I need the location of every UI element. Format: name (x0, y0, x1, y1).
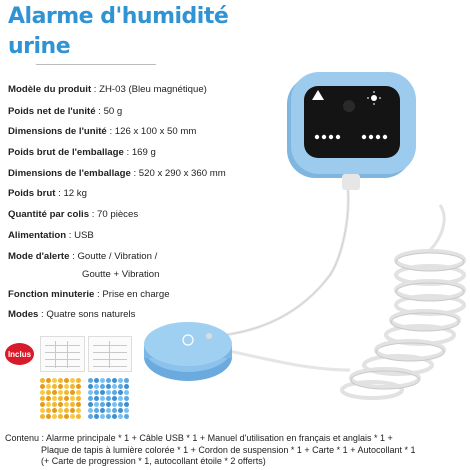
spec-label: Poids brut (8, 188, 56, 199)
spec-row-power: Alimentation : USB (8, 230, 94, 241)
contents-line-3: (+ Carte de progression * 1, autocollant étoile * 2 offerts) (41, 456, 266, 466)
spec-value: Quatre sons naturels (46, 309, 136, 320)
spec-label: Mode d'alerte (8, 251, 70, 262)
contents-line-1: Alarme principale * 1 + Câble USB * 1 + Manuel d'utilisation en français et anglais * 1 + (46, 433, 393, 443)
spec-label: Poids net de l'unité (8, 106, 96, 117)
spec-row-net-weight: Poids net de l'unité : 50 g (8, 106, 123, 117)
spec-label: Alimentation (8, 230, 67, 241)
spec-value: 12 kg (63, 188, 87, 199)
contents-section (5, 433, 467, 468)
spec-value: 169 g (131, 147, 156, 158)
spec-alert-mode-extra: Goutte + Vibration (82, 269, 160, 280)
spec-row-package-dimensions: Dimensions de l'emballage : 520 x 290 x 360 mm (8, 168, 226, 179)
spec-label: Dimensions de l'emballage (8, 168, 131, 179)
sensor-clip (144, 322, 232, 381)
included-badge: Inclus (5, 343, 34, 365)
coiled-cable (342, 251, 464, 398)
spec-label: Modes (8, 309, 39, 320)
spec-row-model: Modèle du produit : ZH-03 (Bleu magnétique) (8, 84, 207, 95)
light-icon (371, 95, 377, 101)
spec-row-package-weight: Poids brut de l'emballage : 169 g (8, 147, 156, 158)
spec-value: 126 x 100 x 50 mm (114, 126, 197, 137)
spec-row-timer: Fonction minuterie : Prise en charge (8, 289, 170, 300)
spec-value: ZH-03 (Bleu magnétique) (99, 84, 207, 95)
spec-value: Prise en charge (102, 289, 170, 300)
spec-value: USB (74, 230, 94, 241)
spec-label: Modèle du produit (8, 84, 92, 95)
contents-label: Contenu : (5, 433, 45, 443)
spec-row-gross-weight: Poids brut : 12 kg (8, 188, 87, 199)
spec-row-unit-dimensions: Dimensions de l'unité : 126 x 100 x 50 mm (8, 126, 197, 137)
spec-label: Fonction minuterie (8, 289, 95, 300)
spec-value: 50 g (103, 106, 123, 117)
spec-row-alert-mode: Mode d'alerte : Goutte / Vibration / (8, 251, 158, 262)
spec-value: 70 pièces (97, 209, 139, 220)
spec-label: Poids brut de l'emballage (8, 147, 124, 158)
spec-value: 520 x 290 x 360 mm (138, 168, 226, 179)
spec-row-quantity: Quantité par colis : 70 pièces (8, 209, 139, 220)
spec-label: Dimensions de l'unité (8, 126, 107, 137)
alarm-unit (287, 72, 416, 190)
title-line-2: urine (8, 34, 71, 59)
spec-label: Quantité par colis (8, 209, 90, 220)
contents-line-2: Plaque de tapis à lumière colorée * 1 + Cordon de suspension * 1 + Carte * 1 + Autocollant * 1 (41, 444, 416, 455)
title-line-1: Alarme d'humidité (8, 4, 229, 29)
spec-value: Goutte / Vibration / (77, 251, 158, 262)
spec-row-modes: Modes : Quatre sons naturels (8, 309, 136, 320)
